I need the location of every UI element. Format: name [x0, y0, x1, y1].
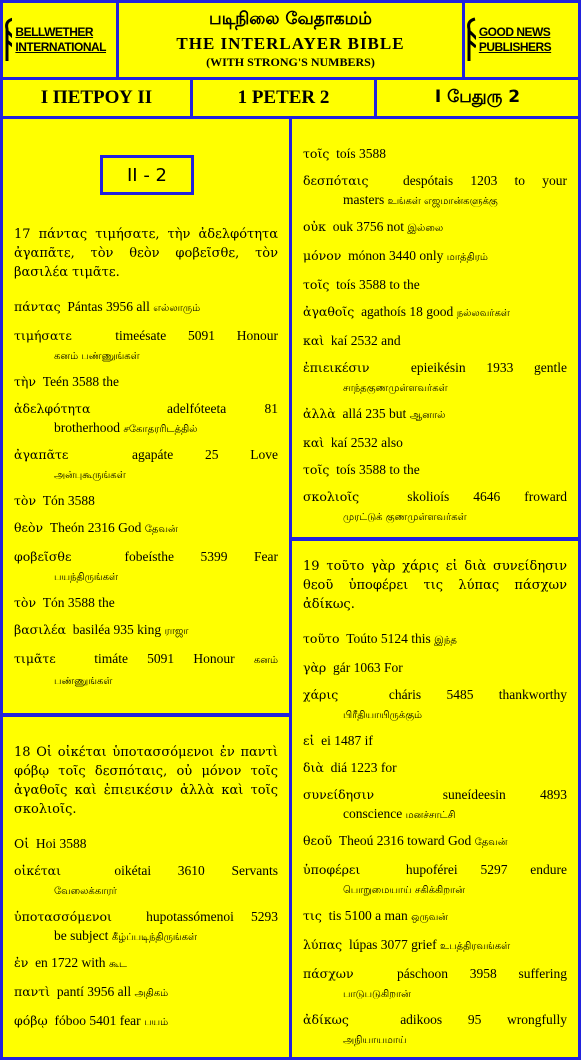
greek-word: φόβῳ — [14, 1013, 48, 1028]
transliteration: ouk 3756 not — [332, 219, 404, 234]
tamil-gloss: பாடுபடுகிறான் — [343, 989, 411, 1000]
greek-word: πάντας — [14, 299, 61, 314]
left-logo-text: BELLWETHER INTERNATIONAL — [15, 25, 107, 54]
transliteration: timáte 5091 Honour — [94, 651, 235, 666]
word-entry — [14, 444, 278, 484]
transliteration: tis 5100 a man — [328, 908, 408, 923]
greek-word: μόνον — [303, 248, 342, 263]
transliteration: pantí 3956 all — [56, 984, 132, 999]
greek-word: καὶ — [303, 333, 325, 348]
tamil-gloss: அன்புகூருங்கள் — [54, 470, 126, 481]
word-entry — [14, 906, 278, 946]
greek-word: ἀδίκως — [303, 1012, 349, 1027]
bellwether-logo — [3, 3, 116, 77]
greek-word: τις — [303, 908, 322, 923]
tamil-gloss: இல்லை — [407, 223, 444, 234]
word-entry — [303, 143, 567, 164]
gloss-continuation: masters — [343, 192, 385, 207]
greek-word: τιμήσατε — [14, 328, 72, 343]
shepherd-staff-icon — [465, 17, 476, 63]
transliteration: hupoférei 5297 endure — [405, 862, 567, 877]
word-entry — [303, 432, 567, 453]
tamil-gloss: மனச்சாட்சி — [405, 810, 456, 821]
greek-word: τὴν — [14, 374, 37, 389]
word-entry — [303, 403, 567, 426]
verse-18-continued-panel — [292, 119, 578, 537]
transliteration: adikoos 95 wrongfully — [400, 1012, 567, 1027]
word-entry — [14, 546, 278, 586]
greek-word: συνείδησιν — [303, 787, 375, 802]
header-tamil: I பேதுரு 2 — [377, 80, 578, 116]
transliteration: allá 235 but — [342, 406, 407, 421]
shepherd-staff-icon — [3, 17, 12, 63]
title-tamil: படிநிலை வேதாகமம் — [209, 9, 372, 29]
verse-18-panel — [3, 717, 289, 1057]
title-subtitle: (WITH STRONG'S NUMBERS) — [206, 55, 375, 69]
greek-word: Οἱ — [14, 836, 30, 851]
word-entry — [303, 330, 567, 351]
word-entry — [303, 657, 567, 678]
greek-word: σκολιοῖς — [303, 489, 360, 504]
word-entry — [14, 490, 278, 511]
word-entry — [303, 301, 567, 324]
greek-word: τὸν — [14, 493, 37, 508]
word-entry — [303, 757, 567, 778]
verse-17-text: 17 πάντας τιμήσατε, τὴν ἀδελφότητα ἀγαπᾶτε, τὸν θεὸν φοβεῖσθε, τὸν βασιλέα τιμᾶτε. — [14, 227, 278, 280]
greek-word: πάσχων — [303, 966, 354, 981]
word-entry — [14, 619, 278, 642]
tamil-gloss: ஆனால் — [409, 410, 446, 421]
tamil-gloss: இந்த — [434, 635, 457, 646]
tamil-gloss: உங்கள் எஜமான்களுக்கு — [387, 196, 498, 207]
verse-18-text: 18 Οἱ οἰκέται ὑποτασσόμενοι ἐν παντὶ φόβῳ τοῖς δεσπόταις, οὐ μόνον τοῖς ἀγαθοῖς καὶ ἐπιεικέσιν ἀλλὰ καὶ τοῖς σκολιοῖς. — [14, 745, 278, 817]
transliteration: toís 3588 to the — [336, 462, 420, 477]
tamil-gloss: கனம் பண்ணுங்கள் — [54, 351, 140, 362]
transliteration: mónon 3440 only — [348, 248, 444, 263]
tamil-gloss: வேலைக்காரர் — [54, 886, 117, 897]
word-entry — [14, 952, 278, 975]
greek-word: ἐν — [14, 955, 29, 970]
verse-17-words — [14, 296, 278, 690]
word-entry — [303, 216, 567, 239]
word-entry — [14, 1010, 278, 1033]
transliteration: Theoú 2316 toward God — [338, 833, 472, 848]
verse-19-text: 19 τοῦτο γὰρ χάρις εἰ διὰ συνείδησιν θεοῦ ὑποφέρει τις λύπας πάσχων ἀδίκως. — [303, 559, 567, 612]
word-entry — [303, 274, 567, 295]
word-entry — [303, 357, 567, 397]
greek-word: ἀλλὰ — [303, 406, 336, 421]
greek-word: διὰ — [303, 760, 324, 775]
transliteration: gár 1063 For — [333, 660, 403, 675]
transliteration: diá 1223 for — [330, 760, 397, 775]
word-entry — [303, 730, 567, 751]
word-entry — [14, 592, 278, 613]
transliteration: en 1722 with — [35, 955, 106, 970]
tamil-gloss: நல்லவர்கள் — [456, 308, 510, 319]
word-entry — [303, 486, 567, 526]
transliteration: basiléa 935 king — [72, 622, 162, 637]
transliteration: skolioís 4646 froward — [407, 489, 567, 504]
verse-18-words — [14, 833, 278, 1033]
greek-word: οἰκέται — [14, 863, 61, 878]
transliteration: ei 1487 if — [321, 733, 373, 748]
transliteration: toís 3588 to the — [336, 277, 420, 292]
transliteration: hupotassómenoi 5293 — [146, 909, 278, 924]
tamil-gloss: ராஜா — [164, 626, 189, 637]
word-entry — [303, 934, 567, 957]
tamil-gloss: முரட்டுக் குணமுள்ளவர்கள் — [343, 512, 467, 523]
greek-word: ἀγαπᾶτε — [14, 447, 69, 462]
word-entry — [303, 830, 567, 853]
greek-word: θεοῦ — [303, 833, 333, 848]
verse-17-panel — [3, 119, 289, 713]
gloss-continuation: conscience — [343, 806, 403, 821]
greek-word: τοῦτο — [303, 631, 340, 646]
tamil-gloss: சாந்தகுணமுள்ளவர்கள் — [343, 383, 448, 394]
greek-word: ἀγαθοῖς — [303, 304, 355, 319]
transliteration: toís 3588 — [336, 146, 386, 161]
transliteration: adelfóteeta 81 — [167, 401, 278, 416]
greek-word: τοῖς — [303, 146, 330, 161]
tamil-gloss: பயம் — [144, 1017, 169, 1028]
greek-word: τιμᾶτε — [14, 651, 56, 666]
greek-word: λύπας — [303, 937, 343, 952]
greek-word: βασιλέα — [14, 622, 66, 637]
transliteration: agathoís 18 good — [361, 304, 454, 319]
transliteration: lúpas 3077 grief — [348, 937, 437, 952]
transliteration: páschoon 3958 suffering — [397, 966, 568, 981]
greek-word: εἰ — [303, 733, 315, 748]
word-entry — [303, 784, 567, 824]
word-entry — [14, 398, 278, 438]
word-entry — [303, 859, 567, 899]
tamil-gloss: கூட — [108, 959, 127, 970]
greek-word: δεσπόταις — [303, 173, 369, 188]
tamil-gloss: பிரீதியாயிருக்கும் — [343, 710, 423, 721]
word-entry — [14, 981, 278, 1004]
greek-word: ἐπιεικέσιν — [303, 360, 370, 375]
tamil-gloss: எல்லாரும் — [153, 303, 201, 314]
greek-word: ὑποφέρει — [303, 862, 361, 877]
greek-word: χάρις — [303, 687, 339, 702]
greek-word: θεὸν — [14, 520, 44, 535]
title-block — [119, 3, 462, 77]
transliteration: Pántas 3956 all — [67, 299, 150, 314]
greek-word: τὸν — [14, 595, 37, 610]
word-entry — [303, 963, 567, 1003]
word-entry — [14, 325, 278, 365]
transliteration: Tón 3588 — [42, 493, 95, 508]
greek-word: ὑποτασσόμενοι — [14, 909, 112, 924]
right-logo-text: GOOD NEWS PUBLISHERS — [478, 25, 552, 54]
verse-18b-words — [303, 143, 567, 526]
word-entry — [14, 517, 278, 540]
word-entry — [303, 1009, 567, 1049]
tamil-gloss: ஒருவன் — [411, 912, 448, 923]
header-english: 1 PETER 2 — [193, 80, 374, 116]
transliteration: cháris 5485 thankworthy — [388, 687, 567, 702]
tamil-gloss: தேவன் — [474, 837, 508, 848]
word-entry — [303, 905, 567, 928]
transliteration: Theón 2316 God — [49, 520, 142, 535]
transliteration: kaí 2532 also — [330, 435, 403, 450]
transliteration: kaí 2532 and — [330, 333, 401, 348]
greek-word: ἀδελφότητα — [14, 401, 91, 416]
gloss-continuation: brotherhood — [54, 420, 120, 435]
tamil-gloss: கனம் — [253, 655, 278, 666]
transliteration: despótais 1203 to your — [402, 173, 567, 188]
transliteration: agapáte 25 Love — [131, 447, 278, 462]
verse-19-words — [303, 628, 567, 1049]
tamil-gloss: அதிகம் — [134, 988, 169, 999]
title-english: THE INTERLAYER BIBLE — [176, 34, 405, 53]
transliteration: fobeísthe 5399 Fear — [124, 549, 278, 564]
transliteration: Hoi 3588 — [35, 836, 87, 851]
transliteration: fóboo 5401 fear — [54, 1013, 141, 1028]
word-entry — [303, 245, 567, 268]
word-entry — [14, 296, 278, 319]
transliteration: timeésate 5091 Honour — [115, 328, 278, 343]
word-entry — [303, 459, 567, 480]
word-entry — [14, 860, 278, 900]
word-entry — [14, 833, 278, 854]
tamil-gloss: சகோதரரிடத்தில் — [123, 424, 198, 435]
transliteration: epieikésin 1933 gentle — [410, 360, 567, 375]
tamil-gloss: பண்ணுங்கள் — [54, 676, 113, 687]
greek-word: καὶ — [303, 435, 325, 450]
tamil-gloss: கீழ்ப்படிந்திருங்கள் — [111, 932, 198, 943]
greek-word: γὰρ — [303, 660, 327, 675]
header-greek: Ι ΠΕΤΡΟΥ ΙΙ — [3, 80, 190, 116]
verse-19-panel — [292, 541, 578, 1057]
word-entry — [303, 628, 567, 651]
greek-word: τοῖς — [303, 277, 330, 292]
tamil-gloss: பயந்திருங்கள் — [54, 572, 119, 583]
good-news-logo — [465, 3, 578, 77]
word-entry — [14, 371, 278, 392]
tamil-gloss: பொறுமையாய் சகிக்கிறான் — [343, 885, 465, 896]
transliteration: Tón 3588 the — [42, 595, 115, 610]
word-entry — [14, 648, 278, 690]
word-entry — [303, 684, 567, 724]
word-entry — [303, 170, 567, 210]
tamil-gloss: அநியாயமாய் — [343, 1035, 407, 1046]
greek-word: οὐκ — [303, 219, 326, 234]
gloss-continuation: be subject — [54, 928, 109, 943]
tamil-gloss: தேவன் — [144, 524, 178, 535]
transliteration: Toúto 5124 this — [346, 631, 431, 646]
transliteration: suneídeesin 4893 — [442, 787, 567, 802]
transliteration: oikétai 3610 Servants — [114, 863, 278, 878]
chapter-label: II - 2 — [100, 155, 194, 195]
greek-word: τοῖς — [303, 462, 330, 477]
tamil-gloss: மாத்திரம் — [446, 252, 488, 263]
greek-word: παντὶ — [14, 984, 51, 999]
transliteration: Teén 3588 the — [42, 374, 120, 389]
greek-word: φοβεῖσθε — [14, 549, 72, 564]
tamil-gloss: உபத்திரவங்கள் — [440, 941, 511, 952]
